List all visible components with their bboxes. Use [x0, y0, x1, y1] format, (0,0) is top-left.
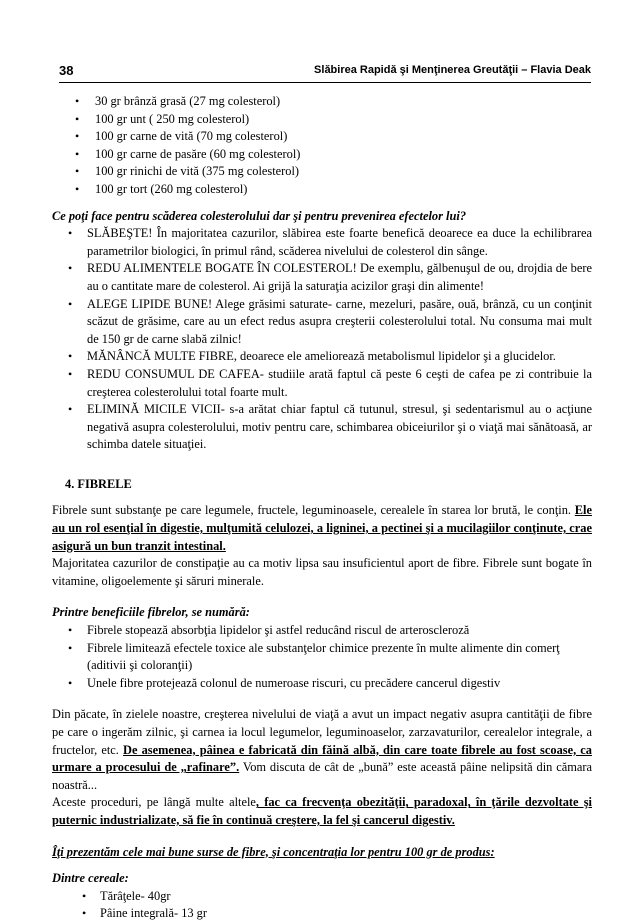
list-item: • REDU CONSUMUL DE CAFEA- studiile arată faptul că peste 6 ceşti de cafea pe zi contribuie la creşterea colesterolului total foarte mult.: [52, 366, 592, 401]
paragraph: [52, 706, 592, 794]
emphasis-text: De asemenea, pâinea e fabricată din făină albă, din care toate fibrele au fost scoase, ca urmare a procesului de „rafinare”.: [52, 742, 592, 775]
page-content: [52, 93, 592, 923]
list-item: • 100 gr carne de pasăre (60 mg colesterol): [52, 146, 592, 164]
header-title: Slăbirea Rapidă şi Menţinerea Greutăţii – Flavia Deak: [314, 64, 591, 76]
list-item: • ELIMINĂ MICILE VICII- s-a arătat chiar faptul că tutunul, stresul, şi sedentarismul au o acţiune negativă asupra colesterolului, motiv pentru care, schimbarea obiceiurilor şi o viaţă mai sănătoasă, ar schimba datele situaţiei.: [52, 401, 592, 454]
paragraph-text: Aceste proceduri, pe lângă multe altele: [52, 795, 256, 810]
list-item: • Unele fibre protejează colonul de numeroase riscuri, cu precădere cancerul digestiv: [52, 675, 592, 693]
page-number: 38: [59, 63, 74, 78]
list-item: • SLĂBEŞTE! În majoritatea cazurilor, slăbirea este foarte benefică deoarece ea duce la echilibrarea parametrilor biologici, în primul rând, scăderea nivelului de colesterol din sânge.: [52, 225, 592, 260]
advice-list: [52, 225, 592, 454]
list-item: • 30 gr brânză grasă (27 mg colesterol): [52, 93, 592, 111]
list-item: • Fibrele limitează efectele toxice ale substanţelor chimice prezente în multe alimente din comerţ (aditivii şi coloranţii): [52, 640, 592, 675]
cholesterol-list: [52, 93, 592, 199]
list-item: • 100 gr tort (260 mg colesterol): [52, 181, 592, 199]
list-item: • Pâine integrală- 13 gr: [52, 905, 592, 923]
paragraph-text: Vom discuta de cât de „bună” este această pâine nelipsită din cămara noastră...: [52, 760, 592, 792]
cereals-list: [52, 888, 592, 923]
section-title: 4. FIBRELE: [65, 476, 132, 491]
list-item: • ALEGE LIPIDE BUNE! Alege grăsimi saturate- carne, mezeluri, pasăre, ouă, brânză, cu un conţinit scăzut de grăsime, care au un efect redus asupra creşterii colesterolului total. Nu consuma mai mult de 150 gr de carne slabă zilnic!: [52, 296, 592, 349]
benefits-heading: Printre beneficiile fibrelor, se numără:: [52, 605, 250, 620]
sources-heading: Îţi prezentăm cele mai bune surse de fibre, şi concentraţia lor pentru 100 gr de produs:: [52, 844, 495, 859]
list-item: • MĂNÂNCĂ MULTE FIBRE, deoarece ele ameliorează metabolismul lipidelor şi a glucidelor.: [52, 348, 592, 366]
list-item: • Fibrele stopează absorbţia lipidelor şi astfel reducând riscul de arteroscleroză: [52, 622, 592, 640]
page-header: [59, 62, 591, 83]
list-item: • 100 gr unt ( 250 mg colesterol): [52, 111, 592, 129]
emphasis-text: Ele au un rol esenţial în digestie, mulţumită celulozei, a ligninei, a pectinei şi a mucilagiilor conţinute, crae asigură un bun tranzit intestinal.: [52, 503, 592, 553]
list-item: • 100 gr rinichi de vită (375 mg colesterol): [52, 163, 592, 181]
emphasis-text: , fac ca frecvenţa obezităţii, paradoxal, în ţările dezvoltate şi puternic industrializate, să fie în continuă creştere, la fel şi cancerul digestiv.: [52, 795, 592, 827]
paragraph: [52, 794, 592, 829]
list-item: • Tărâţele- 40gr: [52, 888, 592, 906]
question-heading: Ce poţi face pentru scăderea colesterolului dar şi pentru prevenirea efectelor lui?: [52, 208, 467, 223]
paragraph: [52, 502, 592, 555]
list-item: • REDU ALIMENTELE BOGATE ÎN COLESTEROL! De exemplu, gălbenuşul de ou, drojdia de bere au o cantitate mare de colesterol. Ai grijă la saturaţia acizilor graşi din alimente!: [52, 260, 592, 295]
cereals-heading: Dintre cereale:: [52, 871, 129, 886]
paragraph: Majoritatea cazurilor de constipaţie au ca motiv lipsa sau insuficientul aport de fibre. Fibrele sunt bogate în vitamine, oligoelemente şi săruri minerale.: [52, 556, 592, 588]
list-item: • 100 gr carne de vită (70 mg colesterol): [52, 128, 592, 146]
paragraph-text: Fibrele sunt substanţe pe care legumele, fructele, leguminoasele, cerealele în starea lor brută, le conţin.: [52, 503, 575, 518]
benefits-list: [52, 622, 592, 692]
paragraph-text: Din păcate, în zielele noastre, creşterea nivelului de viaţă a avut un impact negativ asupra cantităţii de fibre pe care o ingerăm zilnic, şi carnea ia locul legumelor, leguminoaselor, zarzavaturilor, cerealelor integrale, a fructelor, etc.: [52, 707, 592, 757]
